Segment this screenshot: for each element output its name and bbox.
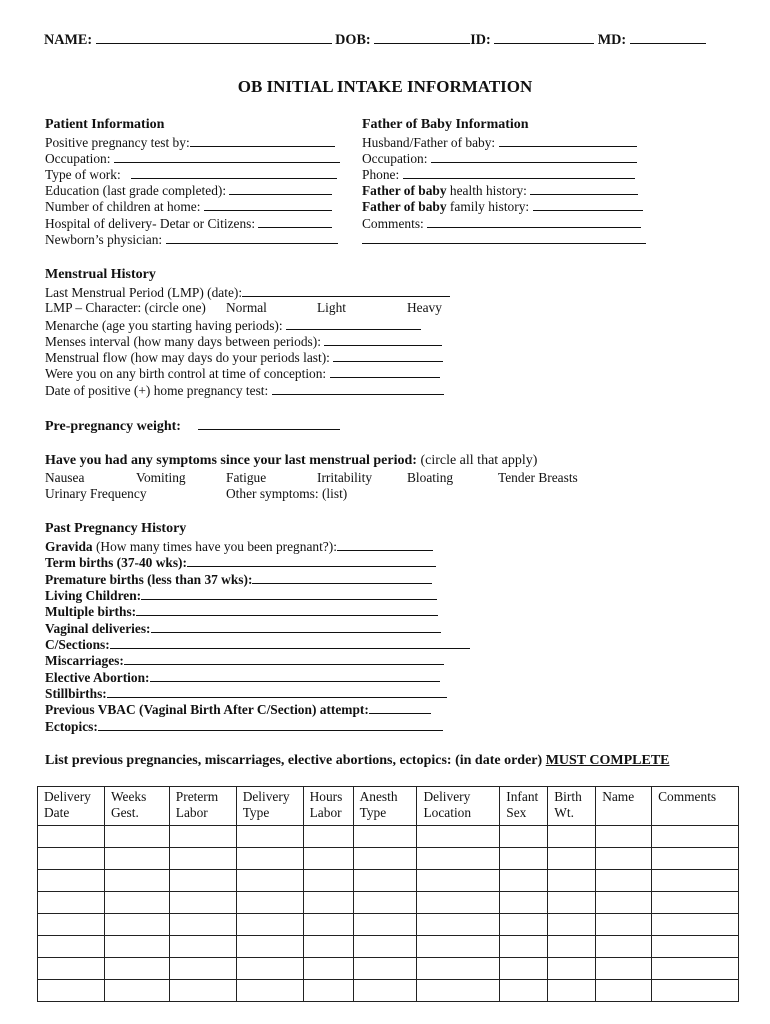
table-cell[interactable] <box>353 980 417 1002</box>
patient-field-2 <box>45 166 337 183</box>
table-cell[interactable] <box>236 980 303 1002</box>
table-cell[interactable] <box>169 980 236 1002</box>
field-line[interactable] <box>431 150 637 163</box>
table-cell[interactable] <box>417 958 500 980</box>
col-name <box>596 787 652 826</box>
menstrual-birth-control <box>45 365 440 382</box>
table-cell[interactable] <box>353 848 417 870</box>
table-cell[interactable] <box>236 936 303 958</box>
field-label: C/Sections: <box>45 637 110 652</box>
md-field[interactable] <box>630 31 706 44</box>
table-cell[interactable] <box>38 958 105 980</box>
list-instruction <box>45 753 670 769</box>
field-line[interactable] <box>150 669 440 682</box>
header-line-1: Name <box>602 789 635 804</box>
header-line-2: Labor <box>175 805 208 820</box>
field-line[interactable] <box>190 134 335 147</box>
field-label: LMP – Character: (circle one) <box>45 300 206 315</box>
field-label: Term births (37-40 wks): <box>45 555 187 570</box>
table-cell[interactable] <box>652 826 739 848</box>
field-label-bold: Father of baby <box>362 199 447 214</box>
father-health <box>362 182 638 199</box>
table-cell[interactable] <box>596 870 652 892</box>
field-label: (How many times have you been pregnant?): <box>92 539 337 554</box>
field-line[interactable] <box>272 382 444 395</box>
header-line-2: Gest. <box>110 805 139 820</box>
table-cell[interactable] <box>169 936 236 958</box>
table-cell[interactable] <box>500 892 548 914</box>
field-label: Number of children at home: <box>45 199 201 214</box>
table-cell[interactable] <box>652 914 739 936</box>
id-field[interactable] <box>494 31 594 44</box>
field-line[interactable] <box>166 231 338 244</box>
field-line[interactable] <box>124 652 444 665</box>
field-label: Premature births (less than 37 wks): <box>45 572 253 587</box>
page-title: OB INITIAL INTAKE INFORMATION <box>237 77 533 96</box>
header-line-1: Birth <box>554 789 582 804</box>
symptom-urinary-frequency[interactable]: Urinary Frequency <box>45 486 147 501</box>
field-line[interactable] <box>204 198 332 211</box>
field-line[interactable] <box>136 603 438 616</box>
symptom-fatigue[interactable]: Fatigue <box>226 470 267 485</box>
field-line[interactable] <box>252 571 432 584</box>
header-line-1: Comments <box>658 789 717 804</box>
past-item-elective <box>45 669 440 686</box>
name-field[interactable] <box>96 31 332 44</box>
table-cell[interactable] <box>169 914 236 936</box>
table-cell[interactable] <box>417 892 500 914</box>
table-cell[interactable] <box>169 892 236 914</box>
field-label: Stillbirths: <box>45 686 107 701</box>
field-label: Education (last grade completed): <box>45 183 227 198</box>
table-cell[interactable] <box>652 870 739 892</box>
table-cell[interactable] <box>104 980 169 1002</box>
col-preterm-labor <box>169 787 236 826</box>
patient-field-1 <box>45 150 340 167</box>
lmp-option-light[interactable]: Light <box>317 300 347 315</box>
table-cell[interactable] <box>500 826 548 848</box>
field-label: health history: <box>446 183 527 198</box>
field-label: Husband/Father of baby: <box>362 135 496 150</box>
symptom-irritability[interactable]: Irritability <box>317 470 373 485</box>
header-line-1: Delivery <box>242 789 290 804</box>
menstrual-heading: Menstrual History <box>45 267 156 282</box>
header-line-1: Delivery <box>423 789 471 804</box>
table-cell[interactable] <box>596 826 652 848</box>
table-cell[interactable] <box>104 936 169 958</box>
col-comments <box>652 787 739 826</box>
past-item-miscarriages <box>45 652 444 669</box>
table-cell[interactable] <box>548 848 596 870</box>
table-cell[interactable] <box>38 826 105 848</box>
table-row <box>38 848 739 870</box>
table-row <box>38 980 739 1002</box>
table-cell[interactable] <box>236 958 303 980</box>
table-cell[interactable] <box>500 914 548 936</box>
field-line[interactable] <box>131 166 337 179</box>
table-cell[interactable] <box>596 936 652 958</box>
past-item-term <box>45 554 436 571</box>
col-anesth-type <box>353 787 417 826</box>
col-delivery-date <box>38 787 105 826</box>
table-cell[interactable] <box>169 826 236 848</box>
table-cell[interactable] <box>236 914 303 936</box>
question-rest: (circle all that apply) <box>416 453 538 468</box>
field-label: Hospital of delivery- Detar or Citizens: <box>45 216 256 231</box>
field-label: Ectopics: <box>45 719 98 734</box>
symptom-tender-breasts[interactable]: Tender Breasts <box>498 470 578 485</box>
menstrual-flow <box>45 349 443 366</box>
menstrual-positive-test <box>45 382 444 399</box>
header-line-2: Date <box>44 805 70 820</box>
md-label: MD: <box>597 32 627 48</box>
table-row <box>38 870 739 892</box>
field-line[interactable] <box>286 317 421 330</box>
table-cell[interactable] <box>353 936 417 958</box>
weight-row <box>45 418 340 435</box>
dob-label: DOB: <box>335 32 371 48</box>
must-complete: MUST COMPLETE <box>545 753 670 768</box>
past-heading: Past Pregnancy History <box>45 521 187 536</box>
table-cell[interactable] <box>353 958 417 980</box>
field-line[interactable] <box>141 587 437 600</box>
table-cell[interactable] <box>652 980 739 1002</box>
past-item-vbac <box>45 701 431 718</box>
field-label: Newborn’s physician: <box>45 232 163 247</box>
table-cell[interactable] <box>417 826 500 848</box>
table-cell[interactable] <box>652 936 739 958</box>
field-line[interactable] <box>337 538 433 551</box>
field-line[interactable] <box>258 215 332 228</box>
table-cell[interactable] <box>104 892 169 914</box>
field-label: Type of work: <box>45 167 121 182</box>
table-cell[interactable] <box>104 958 169 980</box>
table-cell[interactable] <box>38 980 105 1002</box>
field-label: Elective Abortion: <box>45 670 150 685</box>
header-line-1: Infant <box>506 789 539 804</box>
header-line-1: Hours <box>309 789 343 804</box>
table-cell[interactable] <box>303 914 353 936</box>
patient-field-6 <box>45 231 338 248</box>
past-gravida <box>45 538 433 555</box>
table-cell[interactable] <box>236 848 303 870</box>
symptom-other[interactable]: Other symptoms: (list) <box>226 486 348 501</box>
table-cell[interactable] <box>236 870 303 892</box>
field-line[interactable] <box>369 701 431 714</box>
field-line[interactable] <box>427 215 641 228</box>
field-line[interactable] <box>151 620 441 633</box>
table-cell[interactable] <box>596 848 652 870</box>
header-line-1: Anesth <box>359 789 398 804</box>
symptoms-question <box>45 453 537 469</box>
col-weeks-gest <box>104 787 169 826</box>
table-cell[interactable] <box>38 870 105 892</box>
header-line-2: Wt. <box>554 805 574 820</box>
field-line[interactable] <box>107 685 447 698</box>
field-label: family history: <box>446 199 530 214</box>
menstrual-lmp <box>45 284 450 301</box>
field-label: Date of positive (+) home pregnancy test: <box>45 383 269 398</box>
table-cell[interactable] <box>417 914 500 936</box>
table-cell[interactable] <box>417 870 500 892</box>
field-line[interactable] <box>229 182 332 195</box>
table-cell[interactable] <box>236 826 303 848</box>
weight-label: Pre-pregnancy weight: <box>45 419 181 434</box>
field-label: Comments: <box>362 216 424 231</box>
table-row <box>38 914 739 936</box>
col-birth-wt <box>548 787 596 826</box>
table-cell[interactable] <box>38 892 105 914</box>
table-cell[interactable] <box>500 980 548 1002</box>
header-line-2: Sex <box>506 805 527 820</box>
symptom-nausea[interactable]: Nausea <box>45 470 85 485</box>
field-line[interactable] <box>362 231 646 244</box>
field-line[interactable] <box>403 166 635 179</box>
table-cell[interactable] <box>596 914 652 936</box>
table-cell[interactable] <box>548 958 596 980</box>
past-item-stillbirths <box>45 685 447 702</box>
table-cell[interactable] <box>548 870 596 892</box>
field-label: Menses interval (how many days between periods): <box>45 334 321 349</box>
table-cell[interactable] <box>303 848 353 870</box>
field-label: Multiple births: <box>45 604 137 619</box>
weight-field[interactable] <box>198 418 340 430</box>
list-text: List previous pregnancies, miscarriages, elective abortions, ectopics: (in date order) <box>45 753 543 768</box>
table-row <box>38 826 739 848</box>
past-item-vaginal <box>45 620 441 637</box>
table-cell[interactable] <box>104 826 169 848</box>
table-body <box>38 826 739 1002</box>
table-cell[interactable] <box>500 936 548 958</box>
father-husband <box>362 134 637 151</box>
field-label: Vaginal deliveries: <box>45 621 151 636</box>
past-item-premature <box>45 571 432 588</box>
name-label: NAME: <box>44 32 93 48</box>
field-label-bold: Gravida <box>45 539 93 554</box>
field-label: Menarche (age you starting having periods): <box>45 318 283 333</box>
patient-field-3 <box>45 182 332 199</box>
table-cell[interactable] <box>104 870 169 892</box>
header-line-2: Type <box>242 805 270 820</box>
past-item-multiple <box>45 603 438 620</box>
table-cell[interactable] <box>548 980 596 1002</box>
table-cell[interactable] <box>169 958 236 980</box>
table-cell[interactable] <box>596 958 652 980</box>
header-line-1: Delivery <box>44 789 91 804</box>
father-family <box>362 198 643 215</box>
header-line-1: Weeks <box>110 789 147 804</box>
table-header-row <box>38 787 739 826</box>
table-cell[interactable] <box>548 936 596 958</box>
father-heading: Father of Baby Information <box>362 117 529 132</box>
table-cell[interactable] <box>500 870 548 892</box>
field-label: Last Menstrual Period (LMP) (date): <box>45 285 243 300</box>
table-cell[interactable] <box>303 826 353 848</box>
table-cell[interactable] <box>236 892 303 914</box>
pregnancy-table <box>37 786 739 1002</box>
table-cell[interactable] <box>417 980 500 1002</box>
table-row <box>38 936 739 958</box>
col-hours-labor <box>303 787 353 826</box>
dob-field[interactable] <box>374 31 470 44</box>
table-row <box>38 958 739 980</box>
table-cell[interactable] <box>38 914 105 936</box>
field-label: Miscarriages: <box>45 653 124 668</box>
table-cell[interactable] <box>500 848 548 870</box>
field-label: Previous VBAC (Vaginal Birth After C/Section) attempt: <box>45 702 369 717</box>
table-cell[interactable] <box>303 870 353 892</box>
table-cell[interactable] <box>596 892 652 914</box>
table-cell[interactable] <box>38 936 105 958</box>
table-cell[interactable] <box>652 958 739 980</box>
table-cell[interactable] <box>353 870 417 892</box>
past-item-living <box>45 587 437 604</box>
table-cell[interactable] <box>38 848 105 870</box>
lmp-option-heavy[interactable]: Heavy <box>407 300 442 315</box>
patient-field-5 <box>45 215 332 232</box>
header-line-2: Labor <box>309 805 342 820</box>
field-line[interactable] <box>499 134 637 147</box>
header-line-2: Type <box>359 805 387 820</box>
field-label: Living Children: <box>45 588 142 603</box>
header-line-2: Location <box>423 805 472 820</box>
id-label: ID: <box>470 32 491 48</box>
patient-heading: Patient Information <box>45 117 165 132</box>
field-line[interactable] <box>530 182 638 195</box>
field-line[interactable] <box>330 365 440 378</box>
table-cell[interactable] <box>353 914 417 936</box>
field-label: Phone: <box>362 167 400 182</box>
table-row <box>38 892 739 914</box>
symptom-bloating[interactable]: Bloating <box>407 470 454 485</box>
table-cell[interactable] <box>303 958 353 980</box>
father-comments-line2 <box>362 231 646 248</box>
patient-field-0 <box>45 134 335 151</box>
table-cell[interactable] <box>548 914 596 936</box>
table-cell[interactable] <box>169 848 236 870</box>
field-line[interactable] <box>114 150 340 163</box>
field-line[interactable] <box>333 349 443 362</box>
lmp-option-normal[interactable]: Normal <box>226 300 267 315</box>
table-cell[interactable] <box>303 892 353 914</box>
table-cell[interactable] <box>169 870 236 892</box>
father-occupation <box>362 150 637 167</box>
table-cell[interactable] <box>596 980 652 1002</box>
table-cell[interactable] <box>548 826 596 848</box>
col-infant-sex <box>500 787 548 826</box>
field-label: Were you on any birth control at time of conception: <box>45 366 327 381</box>
field-label: Positive pregnancy test by: <box>45 135 190 150</box>
table-cell[interactable] <box>417 936 500 958</box>
patient-field-4 <box>45 198 332 215</box>
table-cell[interactable] <box>303 980 353 1002</box>
field-line[interactable] <box>324 333 442 346</box>
table-cell[interactable] <box>104 914 169 936</box>
field-label-bold: Father of baby <box>362 183 447 198</box>
table-cell[interactable] <box>548 892 596 914</box>
menstrual-interval <box>45 333 442 350</box>
table-cell[interactable] <box>652 848 739 870</box>
field-label: Menstrual flow (how may days do your periods last): <box>45 350 330 365</box>
header-line-1: Preterm <box>175 789 219 804</box>
father-comments <box>362 215 641 232</box>
table-cell[interactable] <box>417 848 500 870</box>
field-line[interactable] <box>242 284 450 297</box>
col-delivery-location <box>417 787 500 826</box>
field-line[interactable] <box>110 636 470 649</box>
table-cell[interactable] <box>500 958 548 980</box>
past-item-ectopics <box>45 718 443 735</box>
field-label: Occupation: <box>45 151 111 166</box>
field-line[interactable] <box>98 718 443 731</box>
table-cell[interactable] <box>353 892 417 914</box>
field-label: Occupation: <box>362 151 428 166</box>
question-bold: Have you had any symptoms since your last menstrual period: <box>45 453 417 468</box>
field-line[interactable] <box>533 198 643 211</box>
field-line[interactable] <box>187 554 436 567</box>
father-phone <box>362 166 635 183</box>
table-cell[interactable] <box>652 892 739 914</box>
menstrual-character <box>45 300 206 316</box>
past-item-csections <box>45 636 470 653</box>
table-cell[interactable] <box>104 848 169 870</box>
table-cell[interactable] <box>303 936 353 958</box>
table-cell[interactable] <box>353 826 417 848</box>
symptom-vomiting[interactable]: Vomiting <box>136 470 186 485</box>
col-delivery-type <box>236 787 303 826</box>
menstrual-menarche <box>45 317 421 334</box>
header-row <box>44 31 706 48</box>
